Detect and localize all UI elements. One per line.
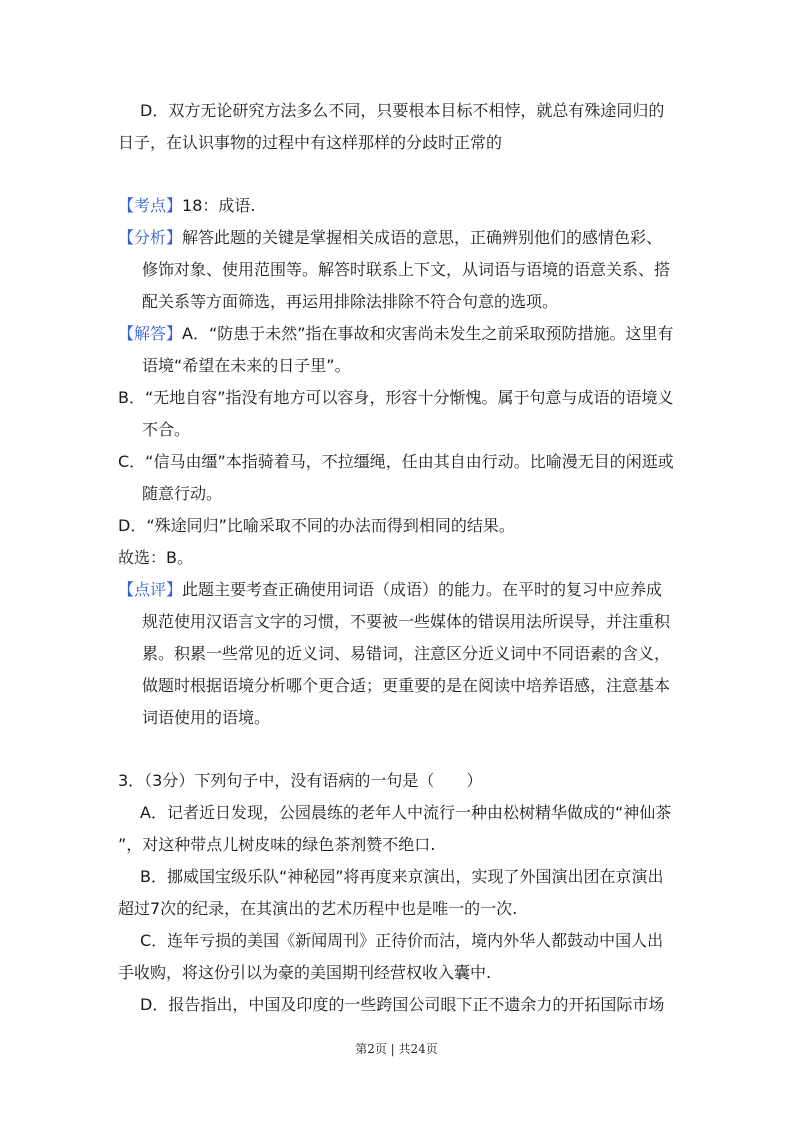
comment-tag: 【点评】	[118, 580, 183, 599]
kaodian-line	[118, 195, 255, 217]
text-line: 日子，在认识事物的过程中有这样那样的分歧时正常的	[118, 133, 503, 152]
option-a: A．记者近日发现，公园晨练的老年人中流行一种由松树精华做成的“神仙茶	[140, 803, 672, 822]
option-c: 手收购，将这份引以为豪的美国期刊经营权收入囊中.	[118, 963, 492, 982]
answer-text: A．“防患于未然”指在事故和灾害尚未发生之前采取预防措施。这里有	[182, 324, 674, 343]
option-b: 超过7次的纪录，在其演出的艺术历程中也是唯一的一次.	[118, 899, 518, 918]
text-line: D．双方无论研究方法多么不同，只要根本目标不相悖，就总有殊途同归的	[140, 101, 665, 120]
answer-text: 随意行动。	[142, 484, 223, 503]
option-a: ”，对这种带点儿树皮味的绿色茶剂赞不绝口.	[118, 835, 436, 854]
option-d: D．报告指出，中国及印度的一些跨国公司眼下正不遗余力的开拓国际市场	[140, 995, 665, 1014]
kaodian-text: 18：成语.	[182, 196, 256, 215]
answer-text: C．“信马由缰”本指骑着马，不拉缰绳，任由其自由行动。比喻漫无目的闲逛或	[118, 452, 674, 471]
answer-text: D．“殊途同归”比喻采取不同的办法而得到相同的结果。	[118, 516, 515, 535]
answer-text: 语境“希望在未来的日子里”。	[142, 356, 351, 375]
answer-text: 不合。	[142, 420, 191, 439]
answer-line	[118, 323, 674, 345]
analysis-text: 配关系等方面筛选，再运用排除法排除不符合句意的选项。	[142, 292, 559, 311]
analysis-text: 修饰对象、使用范围等。解答时联系上下文，从词语与语境的语意关系、搭	[142, 260, 671, 279]
comment-text: 此题主要考查正确使用词语（成语）的能力。在平时的复习中应养成	[182, 580, 663, 599]
answer-tag: 【解答】	[118, 324, 183, 343]
page-footer: 第2页 | 共24页	[355, 1042, 438, 1056]
comment-text: 规范使用汉语言文字的习惯，不要被一些媒体的错误用法所误导，并注重积	[142, 612, 671, 631]
comment-line	[118, 579, 662, 601]
analysis-text: 解答此题的关键是掌握相关成语的意思，正确辨别他们的感情色彩、	[182, 228, 663, 247]
analysis-tag: 【分析】	[118, 228, 183, 247]
kaodian-tag: 【考点】	[118, 196, 183, 215]
analysis-line	[118, 227, 662, 249]
comment-text: 做题时根据语境分析哪个更合适；更重要的是在阅读中培养语感，注意基本	[142, 676, 671, 695]
comment-text: 词语使用的语境。	[142, 708, 271, 727]
answer-choice: 故选：B。	[118, 548, 193, 567]
option-c: C．连年亏损的美国《新闻周刊》正待价而沽，境内外华人都鼓动中国人出	[140, 931, 664, 950]
comment-text: 累。积累一些常见的近义词、易错词，注意区分近义词中不同语素的含义，	[142, 644, 671, 663]
question-stem: 3．（3分）下列句子中，没有语病的一句是（ ）	[118, 771, 483, 790]
option-b: B．挪威国宝级乐队“神秘园”将再度来京演出，实现了外国演出团在京演出	[140, 867, 664, 886]
answer-text: B．“无地自容”指没有地方可以容身，形容十分惭愧。属于句意与成语的语境义	[118, 388, 674, 407]
